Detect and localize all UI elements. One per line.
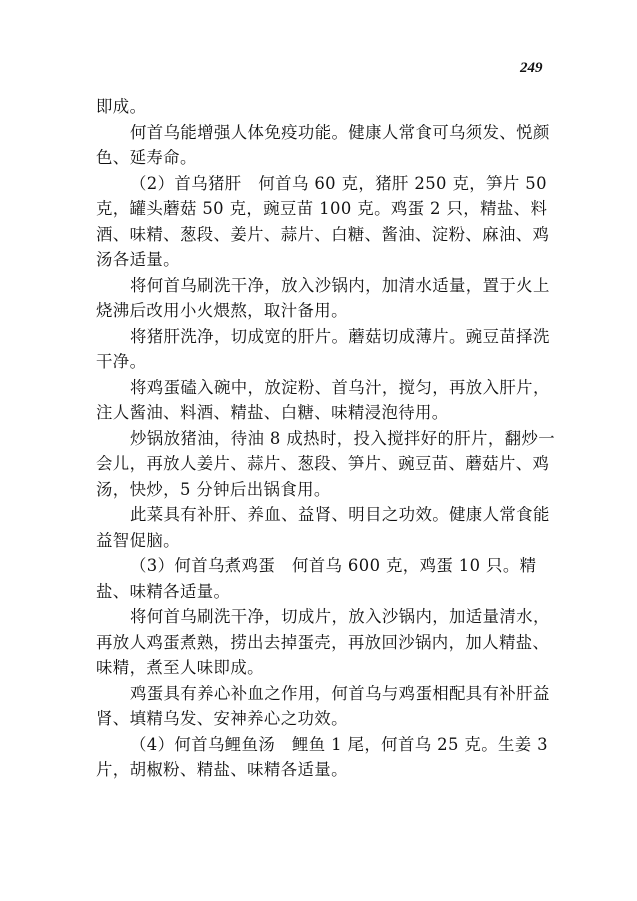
paragraph: （4）何首乌鲤鱼汤 鲤鱼 1 尾，何首乌 25 克。生姜 3 片，胡椒粉、精盐、味精各适量。 [96,734,549,779]
paragraph: 炒锅放猪油，待油 8 成热时，投入搅拌好的肝片，翻炒一会儿，再放人姜片、蒜片、葱段、笋片、豌豆苗、蘑菇片、鸡汤，快炒，5 分钟后出锅食用。 [96,428,556,499]
paragraph: 鸡蛋具有养心补血之作用，何首乌与鸡蛋相配具有补肝益肾、填精乌发、安神养心之功效。 [96,683,550,728]
paragraph: 将猪肝洗净，切成宽的肝片。蘑菇切成薄片。豌豆苗择洗干净。 [96,326,550,371]
paragraph: 将鸡蛋磕入碗中，放淀粉、首乌汁，搅匀，再放入肝片，注人酱油、料酒、精盐、白糖、味精浸泡待用。 [96,377,550,422]
paragraph: 将何首乌刷洗干净，放入沙锅内，加清水适量，置于火上烧沸后改用小火煨熬，取汁备用。 [96,275,550,320]
paragraph: 将何首乌刷洗干净，切成片，放入沙锅内，加适量清水，再放人鸡蛋煮熟，捞出去掉蛋壳，再放回沙锅内，加人精盐、味精，煮至人味即成。 [96,607,550,677]
paragraph: 何首乌能增强人体免疫功能。健康人常食可乌须发、悦颜色、延寿命。 [96,122,550,167]
page-number: 249 [520,60,543,76]
paragraph: （2）首乌猪肝 何首乌 60 克，猪肝 250 克，笋片 50 克，罐头蘑菇 50 克，豌豆苗 100 克。鸡蛋 2 只，精盐、料酒、味精、葱段、姜片、蒜片、白糖、酱油、淀粉、麻油、鸡汤各适量。 [96,173,550,269]
paragraph: （3）何首乌煮鸡蛋 何首乌 600 克，鸡蛋 10 只。精盐、味精各适量。 [96,556,537,601]
paragraph: 此菜具有补肝、养血、益肾、明目之功效。健康人常食能益智促脑。 [96,505,550,550]
text-body [96,94,564,783]
paragraph: 即成。 [96,97,147,116]
